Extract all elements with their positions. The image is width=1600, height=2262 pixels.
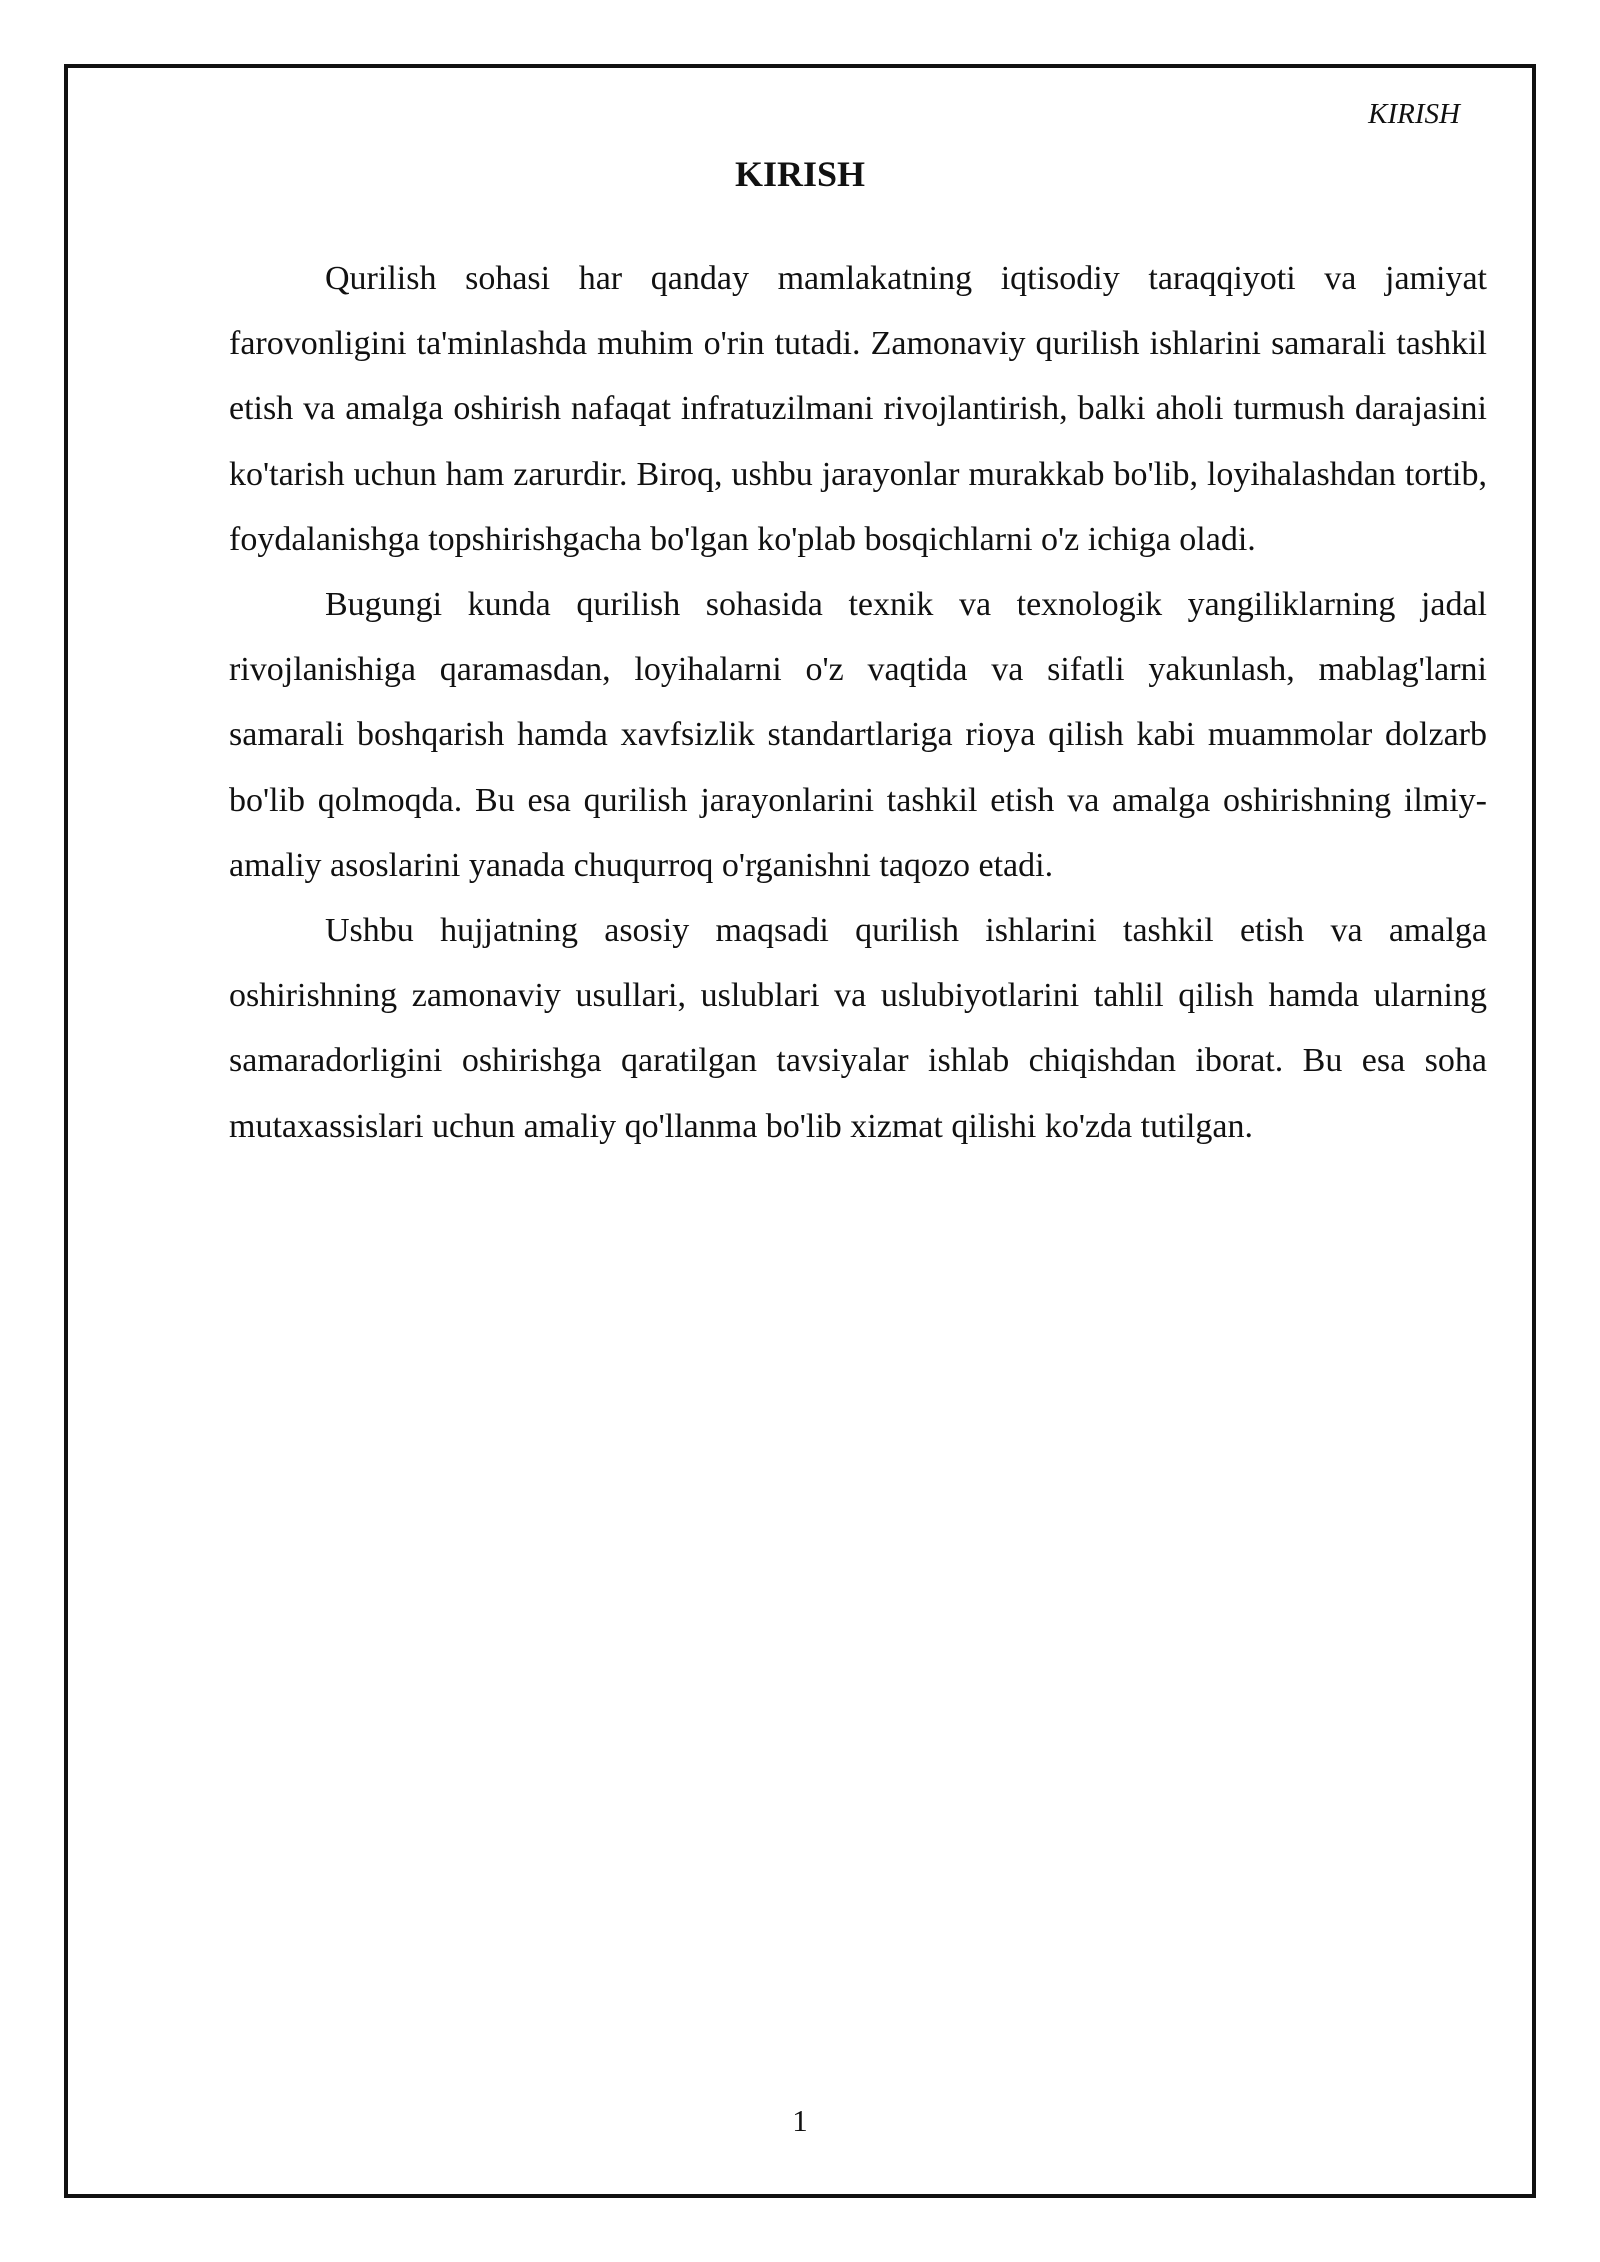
body-text: [229, 246, 1487, 1159]
page-number: 1: [792, 2103, 808, 2138]
paragraph: Bugungi kunda qurilish sohasida texnik va texnologik yangiliklarning jadal rivojlanishiga qaramasdan, loyihalarni o'z vaqtida va sifatli yakunlash, mablag'larni samarali boshqarish hamda xavfsizlik standartlariga rioya qilish kabi muammolar dolzarb bo'lib qolmoqda. Bu esa qurilish jarayonlarini tashkil etish va amalga oshirishning ilmiy-amaliy asoslarini yanada chuqurroq o'rganishni taqozo etadi.: [229, 586, 1487, 884]
paragraph: Ushbu hujjatning asosiy maqsadi qurilish ishlarini tashkil etish va amalga oshirishning zamonaviy usullari, uslublari va uslubiyotlarini tahlil qilish hamda ularning samaradorligini oshirishga qaratilgan tavsiyalar ishlab chiqishdan iborat. Bu esa soha mutaxassislari uchun amaliy qo'llanma bo'lib xizmat qilishi ko'zda tutilgan.: [229, 912, 1487, 1145]
paragraph: Qurilish sohasi har qanday mamlakatning iqtisodiy taraqqiyoti va jamiyat farovonligini ta'minlashda muhim o'rin tutadi. Zamonaviy qurilish ishlarini samarali tashkil etish va amalga oshirish nafaqat infratuzilmani rivojlantirish, balki aholi turmush darajasini ko'tarish uchun ham zarurdir. Biroq, ushbu jarayonlar murakkab bo'lib, loyihalashdan tortib, foydalanishga topshirishgacha bo'lgan ko'plab bosqichlarni o'z ichiga oladi.: [229, 260, 1487, 558]
running-header: KIRISH: [1368, 98, 1460, 130]
page-title: KIRISH: [734, 154, 866, 194]
